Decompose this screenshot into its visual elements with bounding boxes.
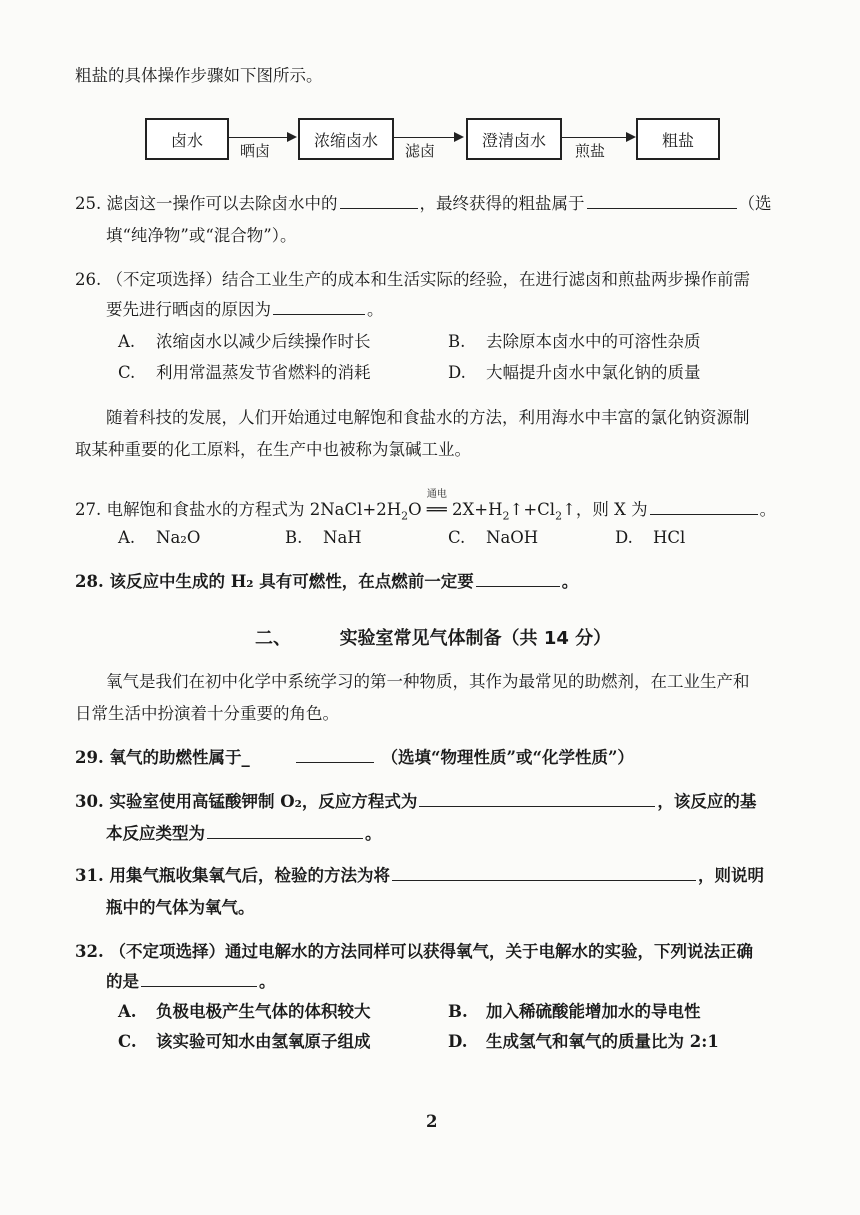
question-27: 27. 电解饱和食盐水的方程式为 $2NaCl+2H_2O$ 通电 ══ $2X+H_2↑+Cl_2↑$，则 X 为 。	[75, 489, 777, 523]
section-index: 二、	[255, 628, 291, 649]
chemical-equation: $2NaCl+2H_2O$ 通电 ══ $2X+H_2↑+Cl_2↑$	[309, 489, 576, 523]
option-b: B. 加入稀硫酸能增加水的导电性	[448, 1002, 701, 1021]
question-number: 29.	[75, 748, 104, 767]
answer-blank[interactable]	[650, 500, 758, 515]
answer-blank[interactable]	[273, 300, 365, 315]
question-number: 26.	[75, 270, 102, 289]
question-32: 32. （不定项选择）通过电解水的方法同样可以获得氧气，关于电解水的实验，下列说法正确	[75, 942, 753, 961]
section-title: 实验室常见气体制备（共 14 分）	[339, 628, 612, 649]
reaction-arrow: 通电 ══	[426, 489, 447, 519]
question-number: 31.	[75, 866, 104, 885]
option-b: B. NaH	[285, 528, 362, 547]
question-30: 30. 实验室使用高锰酸钾制 O₂，反应方程式为 ，该反应的基	[75, 792, 757, 811]
passage-chlor-alkali-line2: 取某种重要的化工原料，在生产中也被称为氯碱工业。	[75, 440, 471, 459]
flow-arrow-2	[392, 137, 462, 138]
question-number: 32.	[75, 942, 104, 961]
option-b: B. 去除原本卤水中的可溶性杂质	[448, 332, 701, 351]
flow-step-filtering: 滤卤	[405, 142, 436, 160]
question-32-line2: 的是 。	[106, 972, 276, 991]
question-number: 27.	[75, 500, 102, 519]
flow-box-clear-brine: 澄清卤水	[466, 118, 562, 160]
passage-oxygen-line2: 日常生活中扮演着十分重要的角色。	[75, 704, 339, 723]
intro-line: 粗盐的具体操作步骤如下图所示。	[75, 66, 323, 85]
option-a: A. 负极电极产生气体的体积较大	[118, 1002, 371, 1021]
option-d: D. 生成氢气和氧气的质量比为 2:1	[448, 1032, 719, 1051]
answer-blank[interactable]	[587, 194, 737, 209]
question-28: 28. 该反应中生成的 H₂ 具有可燃性，在点燃前一定要 。	[75, 572, 579, 591]
option-c: C. NaOH	[448, 528, 539, 547]
flow-arrow-1	[227, 137, 295, 138]
question-number: 30.	[75, 792, 104, 811]
flow-box-crude-salt: 粗盐	[636, 118, 720, 160]
answer-blank[interactable]	[207, 824, 363, 839]
flow-box-brine: 卤水	[145, 118, 229, 160]
question-25: 25. 滤卤这一操作可以去除卤水中的 ，最终获得的粗盐属于 （选	[75, 194, 772, 213]
answer-blank[interactable]	[476, 572, 560, 587]
page-number: 2	[426, 1112, 438, 1131]
section-heading	[255, 624, 611, 650]
option-d: D. HCl	[615, 528, 686, 547]
flow-arrow-3	[560, 137, 634, 138]
flow-step-boiling: 煎盐	[575, 142, 606, 160]
question-number: 28.	[75, 572, 104, 591]
flow-step-sun-drying: 晒卤	[240, 142, 271, 160]
passage-oxygen-line1: 氧气是我们在初中化学中系统学习的第一种物质，其作为最常见的助燃剂，在工业生产和	[106, 672, 750, 691]
answer-blank[interactable]	[141, 972, 257, 987]
answer-blank[interactable]	[392, 866, 696, 881]
flow-box-concentrated-brine: 浓缩卤水	[298, 118, 394, 160]
answer-blank[interactable]	[419, 792, 655, 807]
question-number: 25.	[75, 194, 102, 213]
option-a: A. 浓缩卤水以减少后续操作时长	[118, 332, 371, 351]
passage-chlor-alkali-line1: 随着科技的发展，人们开始通过电解饱和食盐水的方法，利用海水中丰富的氯化钠资源制	[106, 408, 750, 427]
question-29: 29. 氧气的助燃性属于_ （选填“物理性质”或“化学性质”）	[75, 748, 634, 767]
question-26-line2: 要先进行晒卤的原因为 。	[106, 300, 384, 319]
answer-blank[interactable]	[296, 748, 374, 763]
option-c: C. 该实验可知水由氢氧原子组成	[118, 1032, 371, 1051]
question-26: 26. （不定项选择）结合工业生产的成本和生活实际的经验，在进行滤卤和煎盐两步操作前需	[75, 270, 750, 289]
option-a: A. Na₂O	[118, 528, 201, 547]
answer-blank[interactable]	[340, 194, 418, 209]
option-d: D. 大幅提升卤水中氯化钠的质量	[448, 363, 701, 382]
question-25-line2: 填“纯净物”或“混合物”）。	[106, 226, 297, 245]
option-c: C. 利用常温蒸发节省燃料的消耗	[118, 363, 371, 382]
question-31: 31. 用集气瓶收集氧气后，检验的方法为将 ，则说明	[75, 866, 764, 885]
question-31-line2: 瓶中的气体为氧气。	[106, 898, 255, 917]
question-30-line2: 本反应类型为 。	[106, 824, 382, 843]
